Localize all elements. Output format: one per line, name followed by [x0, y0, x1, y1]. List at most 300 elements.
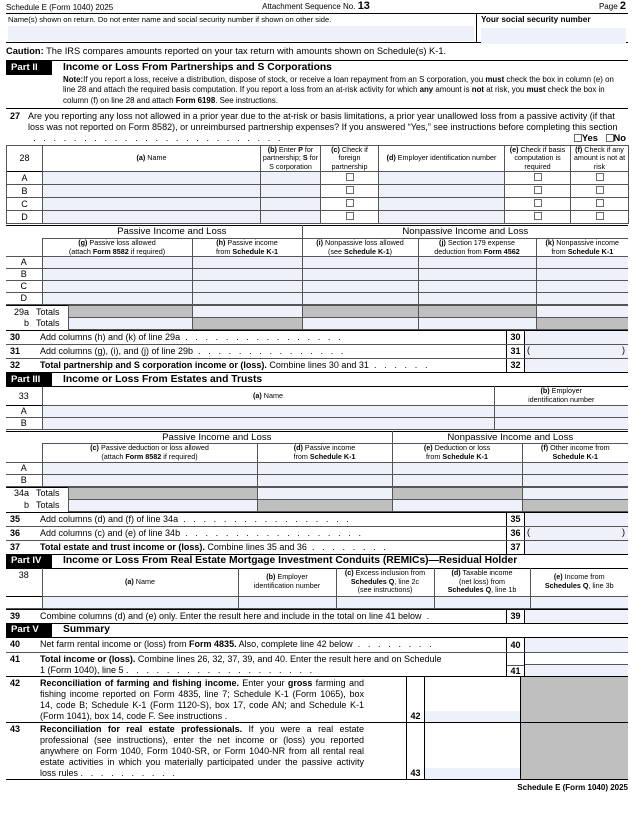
page-indicator: [419, 0, 628, 13]
row-b-i-input[interactable]: [302, 269, 418, 281]
line-43-box-number-wrap: [406, 723, 425, 779]
col-e-income-header-4: (e) Income from Schedules Q, line 3b: [530, 568, 628, 596]
row-ein-input-4[interactable]: [238, 596, 336, 608]
line-43: [6, 722, 628, 779]
attachment-sequence: [213, 0, 420, 13]
row-b-name-input[interactable]: [43, 185, 261, 198]
line-31-paren-open: (: [527, 345, 530, 356]
line-29-totals-table: [6, 305, 628, 330]
table-row: [6, 293, 628, 305]
col-k-header: (k) Nonpassive income from Schedule K-1: [536, 239, 628, 257]
table-row: [6, 417, 628, 429]
nonpassive-band-header-3: Nonpassive Income and Loss: [392, 431, 628, 444]
line-34a-e-shaded: [392, 487, 522, 499]
line-40-amount-input[interactable]: [525, 638, 628, 652]
line-29a-g-shaded: [68, 306, 192, 318]
part2-header: [6, 61, 628, 74]
line-34-header-row: [6, 444, 628, 462]
col-blank-header: [6, 239, 42, 257]
income-band-row-3: [6, 431, 628, 444]
row-d-foreign-cell: [321, 211, 379, 224]
row-a-f-input[interactable]: [522, 462, 628, 474]
line-43-shaded-area: [521, 723, 628, 779]
row-d-foreign-checkbox[interactable]: [346, 212, 354, 220]
col-e-basis-header: (e) Check if basis computation is required: [505, 145, 571, 172]
line-27-yes-checkbox[interactable]: [574, 134, 582, 142]
totals-29b-row: [6, 318, 628, 330]
line-39-leader: .: [426, 610, 432, 621]
line-42-number: 42: [10, 678, 21, 689]
row-b-k-input[interactable]: [536, 269, 628, 281]
line-33-header-row: [6, 387, 628, 405]
nonpassive-band-header: Nonpassive Income and Loss: [302, 226, 628, 239]
passive-band-header: Passive Income and Loss: [42, 226, 302, 239]
line-28-number: 28: [7, 145, 43, 172]
line-34b-e-input[interactable]: [392, 499, 522, 511]
row-a-ein-input-3[interactable]: [494, 405, 628, 417]
row-a-g-input[interactable]: [42, 257, 192, 269]
row-a-foreign-checkbox[interactable]: [346, 173, 354, 181]
ssn-field-label: Your social security number: [481, 15, 591, 24]
line-34b-d-shaded: [257, 499, 392, 511]
line-36-amount-input[interactable]: [525, 527, 628, 540]
row-a-foreign-cell: [321, 172, 379, 185]
table-row: [7, 211, 629, 224]
table-row: [7, 198, 629, 211]
table-row: [7, 185, 629, 198]
line-42-shaded-area: [521, 677, 628, 722]
line-39-amount-input[interactable]: [525, 610, 628, 623]
table-row: [6, 281, 628, 293]
table-row: [6, 474, 628, 486]
line-34a-c-shaded: [68, 487, 257, 499]
line-30: [6, 330, 628, 344]
part4-tag: Part IV: [6, 554, 52, 568]
line-27-yes-label: Yes: [581, 131, 598, 143]
part3-title: Income or Loss From Estates and Trusts: [63, 373, 263, 385]
line-35-text: Add columns (d) and (f) of line 34a: [40, 513, 179, 524]
col-d-ein-header: (d) Employer identification number: [379, 145, 505, 172]
totals-29a-row: [6, 306, 628, 318]
line-41: [6, 652, 628, 677]
part2-note-text: If you report a loss, receive a distribution, dispose of stock, or receive a loan repayment from an S corporation, you must check the box in column (e) on line 28 and attach the required basis computation. If you report a loss from an at-risk activity for which any amount is not at risk, you must check the box in column (f) on line 28 and attach Form 6198. See instructions.: [63, 75, 614, 105]
row-label-c: C: [7, 198, 43, 211]
col-f-atrisk-header: (f) Check if any amount is not at risk: [571, 145, 629, 172]
row-b-d-input[interactable]: [257, 474, 392, 486]
row-label-b: B: [7, 185, 43, 198]
ssn-field-cell: [477, 14, 628, 42]
row-d-ein-input[interactable]: [379, 211, 505, 224]
row-b-g-input[interactable]: [42, 269, 192, 281]
part3-tag: Part III: [6, 373, 52, 387]
line-42: [6, 676, 628, 722]
line-31-body: [6, 345, 506, 358]
line-36-paren-open: (: [527, 526, 530, 537]
row-a-entity-input[interactable]: [261, 172, 321, 185]
row-b-f-input[interactable]: [522, 474, 628, 486]
col-a-name-header-4: (a) Name: [42, 568, 238, 596]
row-a-basis-cell: [505, 172, 571, 185]
line-35-leader: . . . . . . . . . . . . . . . . .: [183, 513, 352, 524]
line-43-box-number: 43: [410, 768, 421, 779]
row-c-basis-cell: [505, 198, 571, 211]
line-43-number: 43: [10, 724, 21, 735]
line-34b-c-input[interactable]: [68, 499, 257, 511]
row-label-c2: C: [6, 281, 42, 293]
part2-note: [6, 74, 628, 107]
row-label-a: A: [7, 172, 43, 185]
line-35-number: 35: [10, 513, 21, 524]
line-40-text: Net farm rental income or (loss) from Form 4835. Also, complete line 42 below: [40, 639, 353, 650]
row-c-i-input[interactable]: [302, 281, 418, 293]
row-c-basis-checkbox[interactable]: [534, 199, 542, 207]
row-a-e-input[interactable]: [392, 462, 522, 474]
line-34a-f-input[interactable]: [522, 487, 628, 499]
row-label-a4: A: [6, 462, 42, 474]
part2-tag: Part II: [6, 61, 52, 75]
passive-band-header-3: Passive Income and Loss: [42, 431, 392, 444]
col-f-header-3: (f) Other income from Schedule K-1: [522, 444, 628, 462]
line-31-paren-close: ): [622, 345, 625, 356]
row-label-b2: B: [6, 269, 42, 281]
line-30-box-number: 30: [506, 331, 525, 344]
line-40-leader: . . . . . . . .: [357, 639, 435, 650]
row-label-d: D: [7, 211, 43, 224]
part2-note-label: Note:: [63, 75, 84, 85]
line-38-number: 38: [6, 568, 42, 596]
line-32-leader: . . . . . .: [373, 360, 431, 371]
row-c-entity-input[interactable]: [261, 198, 321, 211]
line-31-text: Add columns (g), (i), and (j) of line 29b: [40, 346, 194, 357]
row-a-h-input[interactable]: [192, 257, 302, 269]
line-35: [6, 512, 628, 526]
row-income-input-4[interactable]: [530, 596, 628, 608]
col-c-header-3: (c) Passive deduction or loss allowed (attach Form 8582 if required): [42, 444, 257, 462]
line-37-text: Total estate and trust income or (loss). Combine lines 35 and 36: [40, 541, 307, 552]
line-31-box-number: 31: [506, 345, 525, 358]
totals-34a-row: [6, 487, 628, 499]
line-30-leader: . . . . . . . . . . . . . . . .: [185, 332, 344, 343]
line-30-text: Add columns (h) and (k) of line 29a: [40, 332, 181, 343]
row-a-j-input[interactable]: [418, 257, 536, 269]
row-blank-label-4: [6, 596, 42, 608]
line-32-amount-input[interactable]: [525, 359, 628, 372]
row-b-name-input-3[interactable]: [42, 417, 494, 429]
line-29a-number: 29a: [13, 306, 29, 317]
line-41-box-number: 41: [507, 665, 524, 677]
line-36-leader: . . . . . . . . . . . . . . . . . .: [185, 527, 364, 538]
line-43-amount-wrap: [425, 723, 521, 779]
row-b-foreign-checkbox[interactable]: [346, 186, 354, 194]
line-32-number: 32: [10, 360, 21, 371]
line-37-amount-input[interactable]: [525, 541, 628, 554]
part4-title: Income or Loss From Real Estate Mortgage Investment Conduits (REMICs)—Residual Holder: [63, 554, 518, 566]
row-b-ein-input[interactable]: [379, 185, 505, 198]
col-d-taxable-header-4: (d) Taxable income (net loss) from Schedules Q, line 1b: [434, 568, 530, 596]
line-34a-d-input[interactable]: [257, 487, 392, 499]
row-b-basis-cell: [505, 185, 571, 198]
table-row: [6, 405, 628, 417]
line-31-amount-input[interactable]: [525, 345, 628, 358]
line-42-amount-wrap: [425, 677, 521, 722]
line-27-no-label: No: [613, 131, 626, 143]
col-c-excess-header-4: (c) Excess inclusion from Schedules Q, line 2c (see instructions): [336, 568, 434, 596]
line-36-number: 36: [10, 527, 21, 538]
line-29b-j-input[interactable]: [418, 318, 536, 330]
page-number: 2: [619, 0, 627, 12]
row-a-atrisk-checkbox[interactable]: [596, 173, 604, 181]
line-29-header-row: [6, 239, 628, 257]
line-29-table: [6, 225, 628, 305]
row-a-i-input[interactable]: [302, 257, 418, 269]
line-42-box-number-wrap: [406, 677, 425, 722]
line-31-leader: . . . . . . . . . . . . . . .: [198, 346, 346, 357]
row-d-basis-checkbox[interactable]: [534, 212, 542, 220]
row-name-input-4[interactable]: [42, 596, 238, 608]
row-a-atrisk-cell: [571, 172, 629, 185]
line-42-body: [6, 677, 406, 722]
part5-tag: Part V: [6, 623, 52, 637]
line-40: [6, 637, 628, 652]
row-b-c-input[interactable]: [42, 474, 257, 486]
line-27-yesno: [574, 132, 626, 144]
row-label-d2: D: [6, 293, 42, 305]
col-h-header: (h) Passive income from Schedule K-1: [192, 239, 302, 257]
col-blank-header-3: [6, 444, 42, 462]
row-b-e-input[interactable]: [392, 474, 522, 486]
line-39: [6, 609, 628, 624]
line-29b-k-shaded: [536, 318, 628, 330]
band-spacer: [6, 226, 42, 239]
caution-note: [6, 43, 628, 60]
form-top-header: [6, 0, 628, 13]
line-43-text: Reconciliation for real estate professionals. If you were a real estate professional (see instructions), enter the net income or (loss) you reported anywhere on Form 1040, Form 1040-SR, or Form 1040-NR from all rental real estate activities in which you materially participated under the passive activity loss rules . . . . . . . . . .: [40, 724, 364, 779]
name-field-label: Name(s) shown on return. Do not enter name and social security number if shown on other side.: [8, 15, 332, 24]
line-27-body: [28, 111, 628, 144]
table-row: [6, 257, 628, 269]
page-label: Page: [598, 1, 618, 11]
table-row: [6, 462, 628, 474]
col-b-ein-header-3: (b) Employer identification number: [494, 387, 628, 405]
line-29a-label: Totals: [36, 306, 60, 317]
band-spacer-3: [6, 431, 42, 444]
row-a-k-input[interactable]: [536, 257, 628, 269]
line-40-number: 40: [10, 639, 21, 650]
line-38-table: [6, 568, 628, 609]
row-c-foreign-cell: [321, 198, 379, 211]
line-37: [6, 540, 628, 555]
line-29b-g-input[interactable]: [68, 318, 192, 330]
line-31-number: 31: [10, 346, 21, 357]
line-34a-label: Totals: [36, 487, 60, 498]
line-29a-h-input[interactable]: [192, 306, 302, 318]
row-c-k-input[interactable]: [536, 281, 628, 293]
row-d-basis-cell: [505, 211, 571, 224]
row-c-g-input[interactable]: [42, 281, 192, 293]
row-d-g-input[interactable]: [42, 293, 192, 305]
ssn-input[interactable]: [481, 28, 626, 44]
line-39-number: 39: [10, 610, 21, 621]
line-41-text: Total income or (loss). Combine lines 26, 32, 37, 39, and 40. Enter the result here and on Schedule 1 (Form 1040), line 5 . . . . . . . . . . . . . . . . . . .: [40, 653, 442, 675]
col-a-name-header: (a) Name: [43, 145, 261, 172]
line-42-text: Reconciliation of farming and fishing income. Enter your gross farming and fishing income reported on Form 4835, line 7; Schedule K-1 (Form 1065), box 14, code B; Schedule K-1 (Form 1120-S), box 17, code AN; and Schedule K-1 (Form 1041), box 14, code F. See instructions .: [40, 678, 364, 722]
line-34-totals-table: [6, 487, 628, 512]
row-b-h-input[interactable]: [192, 269, 302, 281]
line-28-table: [6, 145, 629, 225]
attachment-sequence-number: 13: [357, 0, 370, 12]
table-row: [6, 596, 628, 608]
line-29b-h-shaded: [192, 318, 302, 330]
line-29a-i-shaded: [302, 306, 418, 318]
line-29a-k-input[interactable]: [536, 306, 628, 318]
line-42-box-number: 42: [410, 711, 421, 722]
part5-header: [6, 624, 628, 637]
row-d-atrisk-cell: [571, 211, 629, 224]
col-g-header: (g) Passive loss allowed (attach Form 8582 if required): [42, 239, 192, 257]
row-b-j-input[interactable]: [418, 269, 536, 281]
row-a-c-input[interactable]: [42, 462, 257, 474]
row-label-b3: B: [6, 417, 42, 429]
row-d-atrisk-checkbox[interactable]: [596, 212, 604, 220]
row-c-j-input[interactable]: [418, 281, 536, 293]
name-input[interactable]: [8, 26, 474, 41]
line-36-box-number: 36: [506, 527, 525, 540]
line-32-body: [6, 359, 506, 372]
totals-34b-row: [6, 499, 628, 511]
line-36-paren-close: ): [622, 526, 625, 537]
line-35-box-number: 35: [506, 513, 525, 526]
row-a-name-input[interactable]: [43, 172, 261, 185]
line-27-number: 27: [10, 110, 21, 121]
row-c-atrisk-cell: [571, 198, 629, 211]
row-taxable-input-4[interactable]: [434, 596, 530, 608]
row-a-basis-checkbox[interactable]: [534, 173, 542, 181]
line-34b-label: Totals: [36, 499, 60, 510]
col-e-header-3: (e) Deduction or loss from Schedule K-1: [392, 444, 522, 462]
col-i-header: (i) Nonpassive loss allowed (see Schedule K-1): [302, 239, 418, 257]
line-36: [6, 526, 628, 540]
line-41-amount-input[interactable]: [525, 664, 628, 676]
line-28-header-row: [7, 145, 629, 172]
name-field-cell: [6, 14, 477, 42]
caution-label: Caution:: [6, 46, 44, 56]
row-excess-input-4[interactable]: [336, 596, 434, 608]
row-c-ein-input[interactable]: [379, 198, 505, 211]
line-43-amount-input[interactable]: [425, 768, 520, 779]
line-38-header-row: [6, 568, 628, 596]
row-d-i-input[interactable]: [302, 293, 418, 305]
line-42-amount-input[interactable]: [425, 711, 520, 722]
line-37-number: 37: [10, 541, 21, 552]
line-39-body: [6, 610, 506, 623]
col-b-entity-header: (b) Enter P for partnership; S for S corporation: [261, 145, 321, 172]
row-d-name-input[interactable]: [43, 211, 261, 224]
line-34b-f-shaded: [522, 499, 628, 511]
row-c-foreign-checkbox[interactable]: [346, 199, 354, 207]
form-title: Schedule E (Form 1040) 2025: [6, 3, 114, 13]
line-37-box-number: 37: [506, 541, 525, 554]
row-b-entity-input[interactable]: [261, 185, 321, 198]
name-ssn-block: [6, 14, 628, 42]
line-32-text: Total partnership and S corporation income or (loss). Combine lines 30 and 31: [40, 360, 369, 371]
line-32: [6, 358, 628, 373]
row-c-h-input[interactable]: [192, 281, 302, 293]
line-41-box-number-wrap: [506, 653, 525, 677]
line-27-no-checkbox[interactable]: [606, 134, 614, 142]
table-row: [6, 269, 628, 281]
line-30-number: 30: [10, 332, 21, 343]
row-b-basis-checkbox[interactable]: [534, 186, 542, 194]
line-39-box-number: 39: [506, 610, 525, 623]
col-b-ein-header-4: (b) Employer identification number: [238, 568, 336, 596]
row-b-ein-input-3[interactable]: [494, 417, 628, 429]
line-29a-j-shaded: [418, 306, 536, 318]
line-40-body: [6, 638, 506, 652]
line-33-number: 33: [6, 387, 42, 405]
line-27-text: Are you reporting any loss not allowed in a prior year due to the at-risk or basis limitations, a prior year unallowed loss from a passive activity (if that loss was not reported on Form 8582), or unreimbursed partnership expenses? If you answered “Yes,” see instructions before completing this section: [28, 110, 618, 132]
line-27: [6, 109, 628, 144]
row-d-entity-input[interactable]: [261, 211, 321, 224]
line-36-body: [6, 527, 506, 540]
line-29b-i-input[interactable]: [302, 318, 418, 330]
row-b-foreign-cell: [321, 185, 379, 198]
part2-title: Income or Loss From Partnerships and S Corporations: [63, 61, 332, 73]
line-30-body: [6, 331, 506, 344]
line-37-leader: . . . . . . . .: [311, 541, 389, 552]
col-d-header-3: (d) Passive income from Schedule K-1: [257, 444, 392, 462]
row-c-name-input[interactable]: [43, 198, 261, 211]
line-41-amount-wrap: [525, 653, 628, 677]
line-27-leader: . . . . . . . . . . . . . . . . . . . . . . . . .: [28, 132, 289, 143]
line-37-body: [6, 541, 506, 554]
row-d-j-input[interactable]: [418, 293, 536, 305]
line-41-number: 41: [10, 653, 21, 664]
row-a-d-input[interactable]: [257, 462, 392, 474]
row-b-atrisk-cell: [571, 185, 629, 198]
income-band-row: [6, 226, 628, 239]
row-label-a2: A: [6, 257, 42, 269]
row-d-k-input[interactable]: [536, 293, 628, 305]
line-36-text: Add columns (c) and (e) of line 34b: [40, 527, 181, 538]
caution-text: The IRS compares amounts reported on your tax return with amounts shown on Schedule(s) K-1.: [43, 46, 447, 56]
row-label-b4: B: [6, 474, 42, 486]
form-footer: Schedule E (Form 1040) 2025: [517, 783, 628, 793]
row-b-atrisk-checkbox[interactable]: [596, 186, 604, 194]
col-a-name-header-3: (a) Name: [42, 387, 494, 405]
line-40-box-number: 40: [506, 638, 525, 652]
row-d-h-input[interactable]: [192, 293, 302, 305]
part5-title: Summary: [63, 623, 110, 635]
line-32-box-number: 32: [506, 359, 525, 372]
line-31: [6, 344, 628, 358]
line-29b-label: Totals: [36, 318, 60, 329]
line-35-amount-input[interactable]: [525, 513, 628, 526]
row-c-atrisk-checkbox[interactable]: [596, 199, 604, 207]
row-label-a3: A: [6, 405, 42, 417]
col-j-header: (j) Section 179 expense deduction from Form 4562: [418, 239, 536, 257]
col-c-foreign-header: (c) Check if foreign partnership: [321, 145, 379, 172]
line-30-amount-input[interactable]: [525, 331, 628, 344]
line-41-body: [6, 653, 506, 677]
line-33-table: [6, 386, 628, 429]
part3-header: [6, 373, 628, 386]
line-34a-number: 34a: [13, 487, 29, 498]
line-29b-number: b: [23, 318, 29, 329]
line-43-body: [6, 723, 406, 779]
row-a-ein-input[interactable]: [379, 172, 505, 185]
row-a-name-input-3[interactable]: [42, 405, 494, 417]
attachment-sequence-label: Attachment Sequence No.: [262, 1, 356, 11]
